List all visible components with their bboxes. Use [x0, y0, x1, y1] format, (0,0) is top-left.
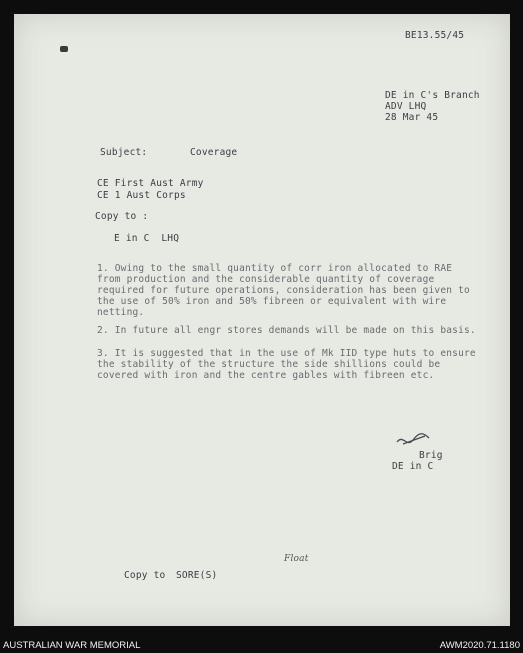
paragraph-3: 3. It is suggested that in the use of Mk IID type huts to ensure the stability of the structure the side shillions could be covered with iron and the centre gables with fibreen etc. — [97, 348, 476, 381]
copy-to-value: E in C LHQ — [114, 233, 180, 244]
paragraph-2: 2. In future all engr stores demands will be made on this basis. — [97, 325, 476, 336]
paragraph-1: 1. Owing to the small quantity of corr iron allocated to RAE from production and the considerable quantity of coverage required for future operations, consideration has been given to the use of 50% iron and 50% fibreen or equivalent with wire netting. — [97, 263, 470, 318]
document-page — [14, 14, 510, 626]
header-line: 28 Mar 45 — [385, 112, 439, 123]
bottom-copy-label: Copy to — [124, 570, 166, 581]
bottom-copy-value: SORE(S) — [176, 570, 218, 581]
header-line: ADV LHQ — [385, 101, 427, 112]
reference-number: BE13.55/45 — [405, 30, 465, 41]
footer-left: AUSTRALIAN WAR MEMORIAL — [3, 640, 141, 651]
copy-to-label: Copy to : — [95, 211, 149, 222]
addressee: CE First Aust Army — [97, 178, 204, 189]
header-line: DE in C's Branch — [385, 90, 480, 101]
signature-scribble — [395, 428, 435, 452]
subject-value: Coverage — [190, 147, 238, 158]
handwritten-note: Float — [284, 554, 309, 564]
footer-right: AWM2020.71.1180 — [439, 640, 520, 651]
signature-rank: Brig — [419, 450, 443, 461]
punch-mark — [60, 46, 68, 52]
addressee: CE 1 Aust Corps — [97, 190, 186, 201]
signature-title: DE in C — [392, 461, 434, 472]
subject-label: Subject: — [100, 147, 148, 158]
